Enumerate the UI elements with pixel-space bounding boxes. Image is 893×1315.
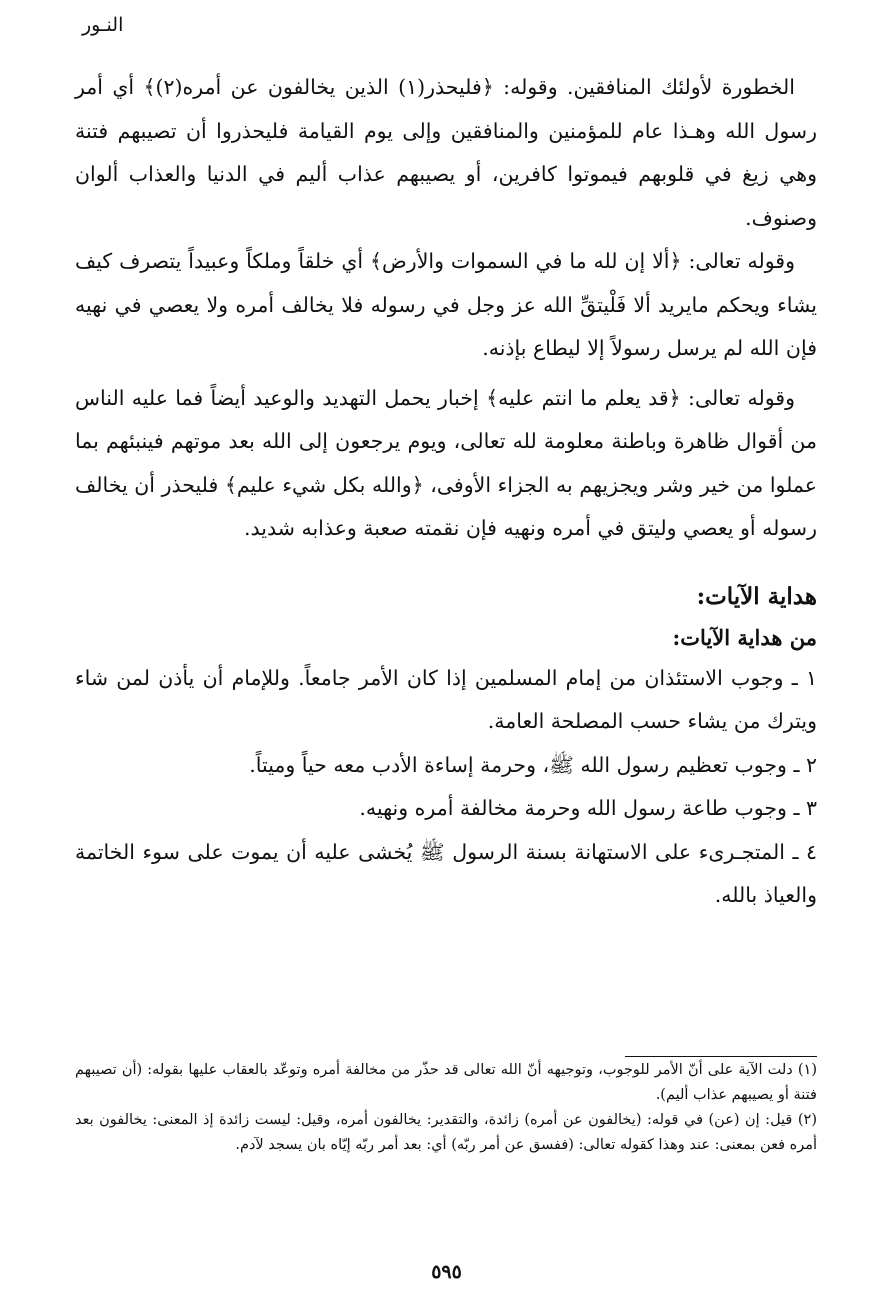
guidance-item: ١ ـ وجوب الاستئذان من إمام المسلمين إذا كان الأمر جامعاً. وللإمام أن يأذن لمن شاء ويترك من يشاء حسب المصلحة العامة. bbox=[75, 665, 817, 733]
footnote: (٢) قيل: إن (عن) في قوله: (يخالفون عن أمره) زائدة، والتقدير: يخالفون أمره، وقيل: ليست زائدة إذ المعنى: يخالفون بعد أمره فعن بمعنى: عند وهذا كقوله تعالى: (ففسق عن أمر ربّه) أي: بعد أمر ربّه إيّاه بان يسجد لآدم. bbox=[75, 1112, 817, 1153]
guidance-item: ٤ ـ المتجـرىء على الاستهانة بسنة الرسول ﷺ يُخشى عليه أن يموت على سوء الخاتمة والعياذ بالله. bbox=[75, 839, 817, 907]
footnote: (١) دلت الآية على أنّ الأمر للوجوب، وتوجيهه أنّ الله تعالى قد حذّر من مخالفة أمره وتوعّد بالعقاب عليها بقوله: (أن تصيبهم فتنة أو يصيبهم عذاب أليم). bbox=[75, 1062, 817, 1103]
running-head: النـور bbox=[82, 14, 124, 36]
page-number: ٥٩٥ bbox=[431, 1261, 462, 1283]
section-subheading: من هداية الآيات: bbox=[672, 624, 817, 650]
page-header bbox=[0, 14, 893, 44]
guidance-item: ٣ ـ وجوب طاعة رسول الله وحرمة مخالفة أمره ونهيه. bbox=[359, 796, 817, 820]
commentary-paragraph: الخطورة لأولئك المنافقين. وقوله: ﴿فليحذر(١) الذين يخالفون عن أمره(٢)﴾ أي أمر رسول الله وهـذا عام للمؤمنين والمنافقين وإلى يوم القيامة فليحذروا أن تصيبهم فتنة وهي زيغ في قلوبهم فيموتوا كافرين، أو يصيبهم عذاب أليم في الدنيا والعذاب ألوان وصنوف. bbox=[75, 75, 817, 230]
guidance-item: ٢ ـ وجوب تعظيم رسول الله ﷺ، وحرمة إساءة الأدب معه حياً وميتاً. bbox=[249, 752, 817, 777]
footnotes bbox=[75, 1058, 817, 1158]
footnote-divider bbox=[625, 1056, 817, 1057]
commentary-paragraph: وقوله تعالى: ﴿قد يعلم ما انتم عليه﴾ إخبار يحمل التهديد والوعيد أيضاً فما عليه الناس من أقوال ظاهرة وباطنة معلومة لله تعالى، ويوم يرجعون إلى الله بعد موتهم فينبئهم بما عملوا من خير وشر ويجزيهم به الجزاء الأوفى، ﴿والله بكل شيء عليم﴾ فليحذر أن يخالف رسوله أو يعصي وليتق في أمره ونهيه فإن نقمته صعبة وعذابه شديد. bbox=[75, 385, 817, 540]
commentary-paragraph: وقوله تعالى: ﴿ألا إن لله ما في السموات والأرض﴾ أي خلقاً وملكاً وعبيداً يتصرف كيف يشاء ويحكم مايريد ألا فَلْيتقِّ الله عز وجل في رسوله فلا يخالف أمره ولا يعصي في نهيه فإن الله لم يرسل رسولاً إلا ليطاع بإذنه. bbox=[75, 249, 817, 360]
main-text bbox=[75, 66, 817, 918]
section-heading: هداية الآيات: bbox=[696, 582, 817, 610]
